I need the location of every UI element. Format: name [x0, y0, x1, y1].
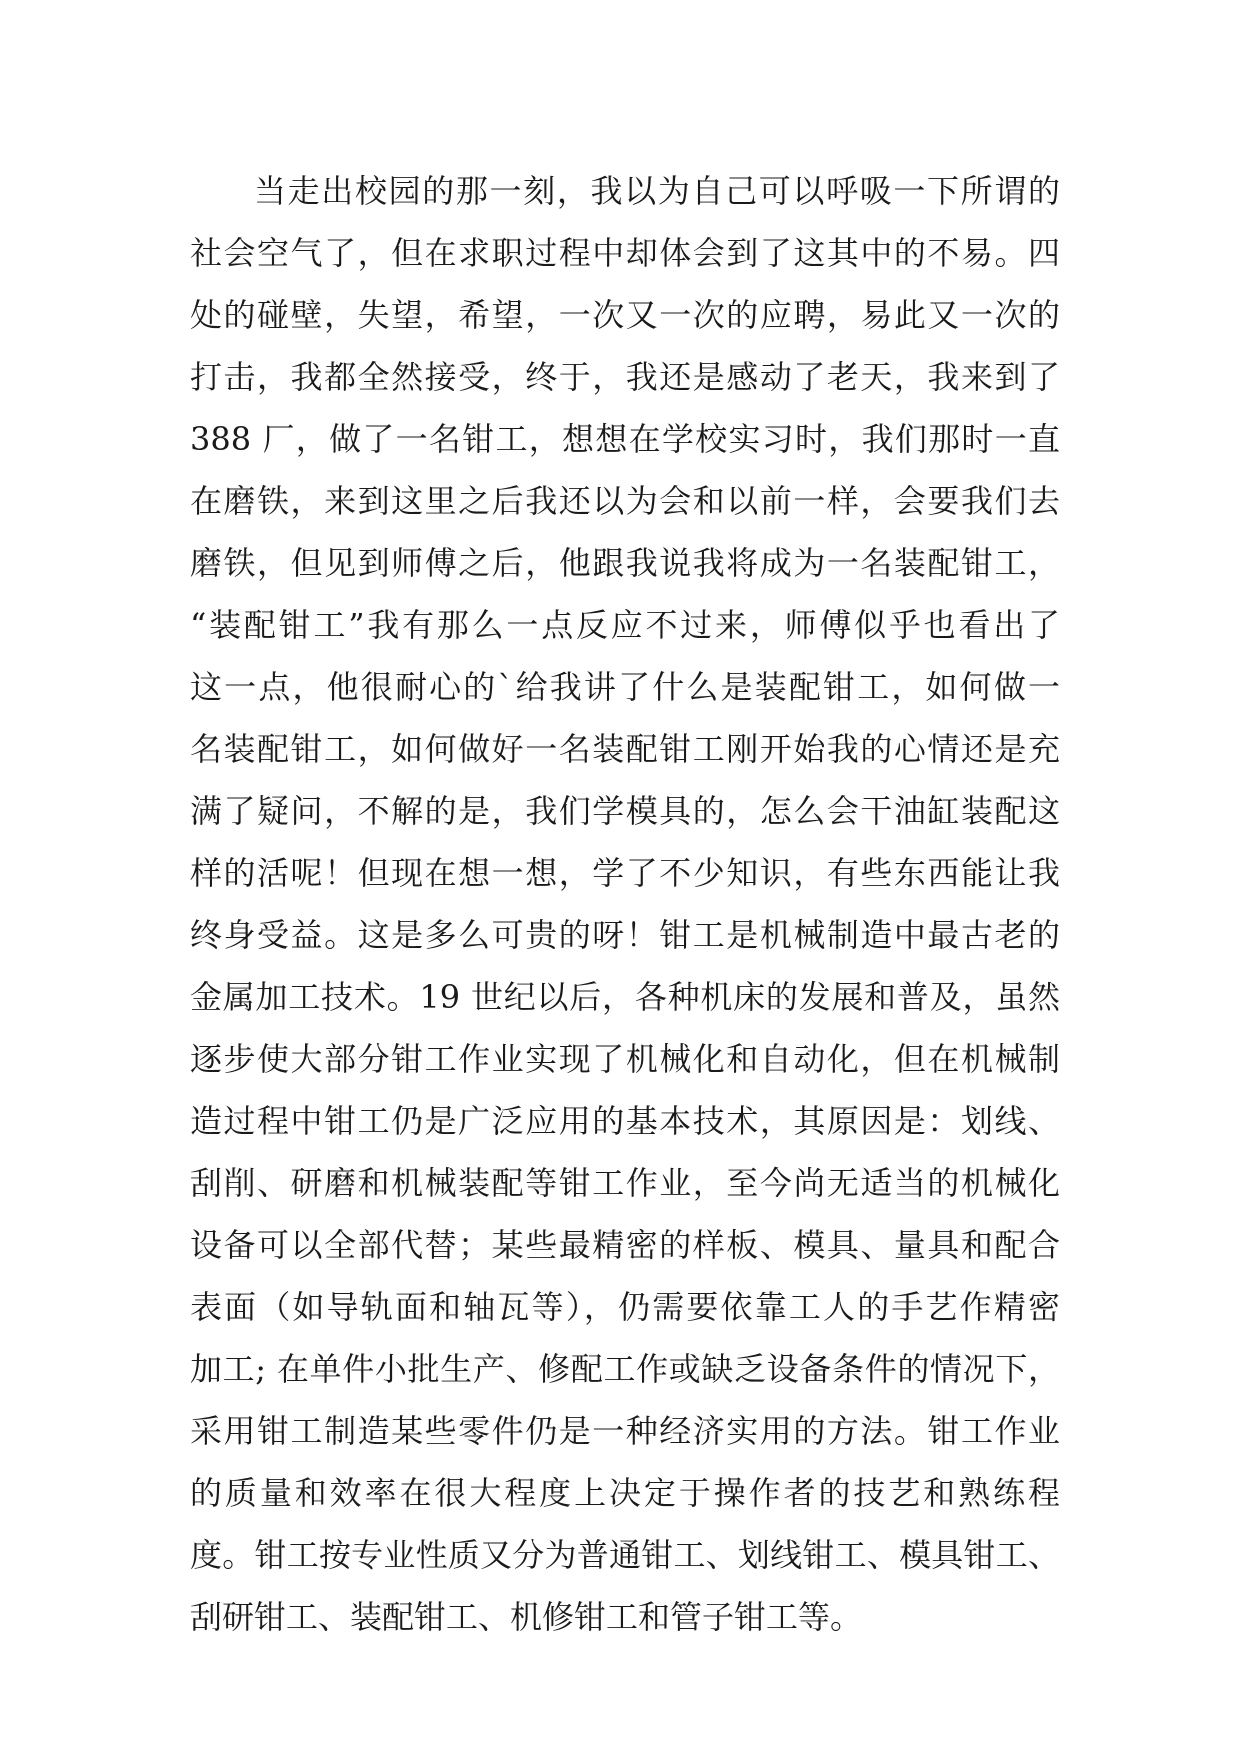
- paragraph-line: 满了疑问，不解的是，我们学模具的，怎么会干油缸装配这: [190, 792, 1060, 830]
- paragraph-line: “装配钳工”我有那么一点反应不过来，师傅似乎也看出了: [190, 606, 1060, 644]
- paragraph-line: 这一点，他很耐心的`给我讲了什么是装配钳工，如何做一: [190, 668, 1060, 706]
- paragraph-line: 打击，我都全然接受，终于，我还是感动了老天，我来到了: [190, 358, 1060, 396]
- paragraph-line: 处的碰壁，失望，希望，一次又一次的应聘，易此又一次的: [190, 296, 1060, 334]
- paragraph-line: 表面（如导轨面和轴瓦等），仍需要依靠工人的手艺作精密: [190, 1288, 1060, 1326]
- paragraph-line: 造过程中钳工仍是广泛应用的基本技术，其原因是：划线、: [190, 1102, 1060, 1140]
- paragraph-line: 社会空气了，但在求职过程中却体会到了这其中的不易。四: [190, 234, 1060, 272]
- paragraph-line: 的质量和效率在很大程度上决定于操作者的技艺和熟练程: [190, 1474, 1060, 1512]
- paragraph-line: 当走出校园的那一刻，我以为自己可以呼吸一下所谓的: [254, 172, 1060, 210]
- paragraph-line: 逐步使大部分钳工作业实现了机械化和自动化，但在机械制: [190, 1040, 1060, 1078]
- body-paragraph: [190, 160, 1060, 1648]
- paragraph-line: 在磨铁，来到这里之后我还以为会和以前一样，会要我们去: [190, 482, 1060, 520]
- paragraph-line: 终身受益。这是多么可贵的呀！钳工是机械制造中最古老的: [190, 916, 1060, 954]
- paragraph-line: 388 厂，做了一名钳工，想想在学校实习时，我们那时一直: [190, 420, 1060, 458]
- paragraph-line: 刮研钳工、装配钳工、机修钳工和管子钳工等。: [190, 1598, 863, 1636]
- paragraph-line: 刮削、研磨和机械装配等钳工作业，至今尚无适当的机械化: [190, 1164, 1060, 1202]
- paragraph-line: 名装配钳工，如何做好一名装配钳工刚开始我的心情还是充: [190, 730, 1060, 768]
- paragraph-line: 度。钳工按专业性质又分为普通钳工、划线钳工、模具钳工、: [190, 1536, 1060, 1574]
- paragraph-line: 采用钳工制造某些零件仍是一种经济实用的方法。钳工作业: [190, 1412, 1060, 1450]
- paragraph-line: 金属加工技术。19 世纪以后，各种机床的发展和普及，虽然: [190, 978, 1060, 1016]
- paragraph-line: 样的活呢！但现在想一想，学了不少知识，有些东西能让我: [190, 854, 1060, 892]
- paragraph-line: 设备可以全部代替；某些最精密的样板、模具、量具和配合: [190, 1226, 1060, 1264]
- paragraph-line: 加工; 在单件小批生产、修配工作或缺乏设备条件的情况下，: [190, 1350, 1060, 1388]
- paragraph-line: 磨铁，但见到师傅之后，他跟我说我将成为一名装配钳工，: [190, 544, 1060, 582]
